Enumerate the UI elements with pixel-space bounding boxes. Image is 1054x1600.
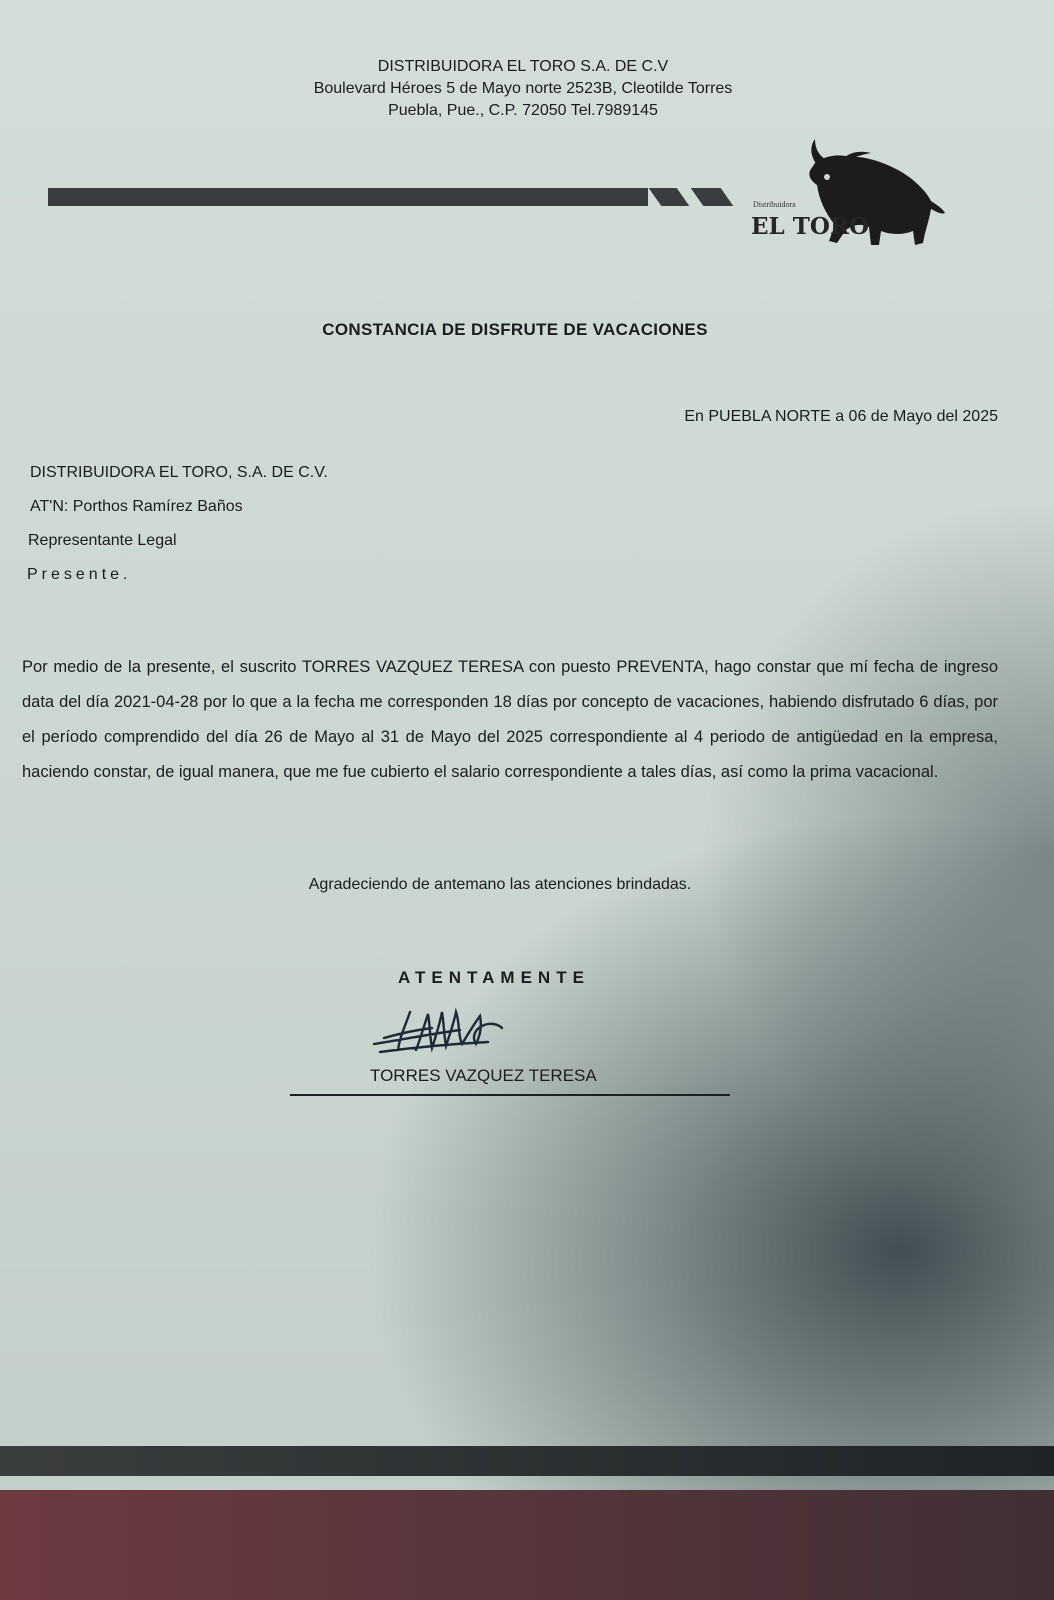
addressee-attn: AT'N: Porthos Ramírez Baños	[30, 498, 243, 515]
signer-name: TORRES VAZQUEZ TERESA	[370, 1066, 597, 1085]
addressee-greeting: Presente.	[27, 566, 132, 583]
logo-main-text: EL TORO	[751, 213, 870, 240]
signature-line	[290, 1094, 730, 1096]
footer-red-band	[0, 1490, 1054, 1600]
header-banner-bar	[48, 188, 648, 206]
document-title: CONSTANCIA DE DISFRUTE DE VACACIONES	[322, 320, 708, 339]
addressee-role: Representante Legal	[28, 532, 177, 549]
company-header	[0, 56, 1054, 122]
handwritten-signature	[370, 1000, 520, 1060]
company-address-line2: Puebla, Pue., C.P. 72050 Tel.7989145	[388, 102, 658, 119]
closing-thanks: Agradeciendo de antemano las atenciones brindadas.	[308, 876, 692, 893]
header-banner-stripe	[649, 188, 690, 206]
company-logo	[745, 135, 965, 255]
footer-dark-band	[0, 1446, 1054, 1476]
place-date: En PUEBLA NORTE a 06 de Mayo del 2025	[684, 408, 998, 425]
header-banner-stripe	[691, 188, 734, 206]
addressee-company: DISTRIBUIDORA EL TORO, S.A. DE C.V.	[30, 464, 328, 481]
company-address-line1: Boulevard Héroes 5 de Mayo norte 2523B, Cleotilde Torres	[313, 80, 733, 97]
company-name: DISTRIBUIDORA EL TORO S.A. DE C.V	[377, 58, 669, 75]
body-paragraph: Por medio de la presente, el suscrito TORRES VAZQUEZ TERESA con puesto PREVENTA, hago constar que mí fecha de ingreso data del día 2021-04-28 por lo que a la fecha me corresponden 18 días por concepto de vacaciones, habiendo disfrutado 6 días, por el período comprendido del día 26 de Mayo al 31 de Mayo del 2025 correspondiente al 4 periodo de antigüedad en la empresa, haciendo constar, de igual manera, que me fue cubierto el salario correspondiente a tales días, así como la prima vacacional.	[22, 658, 998, 781]
signature-salutation: ATENTAMENTE	[398, 968, 590, 987]
logo-small-text: Distribuidora	[753, 200, 796, 209]
